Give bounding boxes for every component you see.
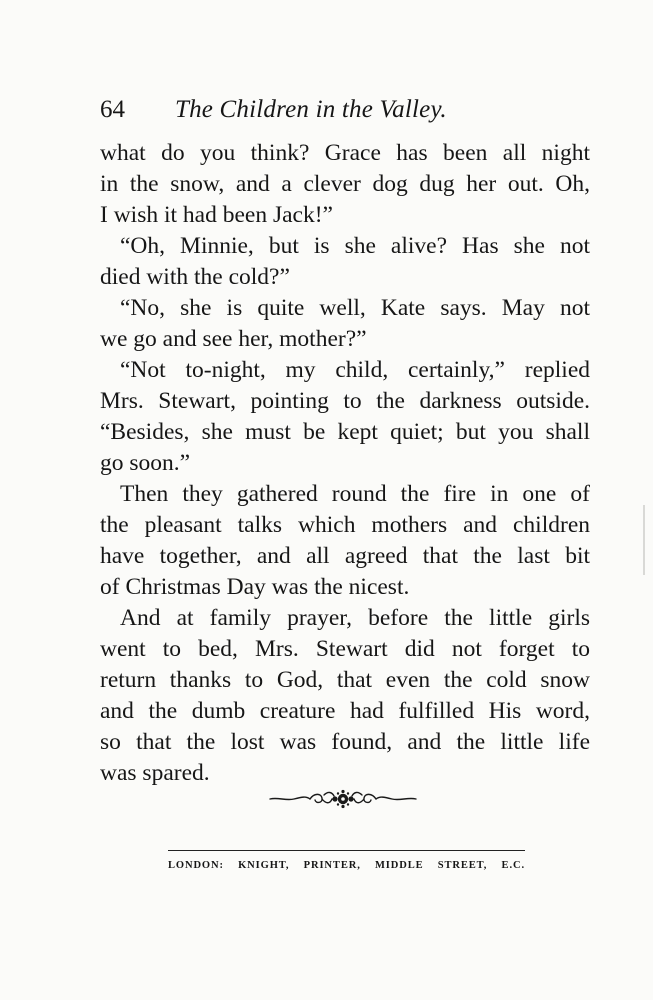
text-line: in the snow, and a clever dog dug her out. Oh, [100, 171, 590, 197]
text-line: died with the cold?” [100, 264, 290, 290]
text-line: return thanks to God, that even the cold snow [100, 667, 590, 693]
text-line: “Not to-night, my child, certainly,” replied [120, 357, 590, 383]
page-number: 64 [100, 96, 125, 123]
text-line: the pleasant talks which mothers and children [100, 512, 590, 538]
text-line: and the dumb creature had fulfilled His word, [100, 698, 590, 724]
body-text [100, 138, 590, 789]
text-line: “Besides, she must be kept quiet; but you shall [100, 419, 590, 445]
text-line: was spared. [100, 760, 210, 786]
text-line: And at family prayer, before the little girls [120, 605, 590, 631]
running-head [100, 93, 550, 127]
text-line: “No, she is quite well, Kate says. May not [120, 295, 590, 321]
text-line: what do you think? Grace has been all night [100, 140, 590, 166]
text-line: Mrs. Stewart, pointing to the darkness outside. [100, 388, 590, 414]
imprint-rule [168, 850, 525, 851]
running-title: The Children in the Valley. [175, 96, 447, 123]
text-line: “Oh, Minnie, but is she alive? Has she not [120, 233, 590, 259]
page-edge-shadow [643, 505, 645, 575]
decorative-scroll-ornament-icon [268, 788, 418, 810]
text-line: go soon.” [100, 450, 191, 476]
printer-imprint: LONDON: KNIGHT, PRINTER, MIDDLE STREET, E.C. [168, 860, 525, 871]
text-line: have together, and all agreed that the last bit [100, 543, 590, 569]
text-line: so that the lost was found, and the little life [100, 729, 590, 755]
text-line: we go and see her, mother?” [100, 326, 367, 352]
text-line: went to bed, Mrs. Stewart did not forget to [100, 636, 590, 662]
text-line: of Christmas Day was the nicest. [100, 574, 410, 600]
text-line: I wish it had been Jack!” [100, 202, 333, 228]
text-line: Then they gathered round the fire in one of [120, 481, 590, 507]
